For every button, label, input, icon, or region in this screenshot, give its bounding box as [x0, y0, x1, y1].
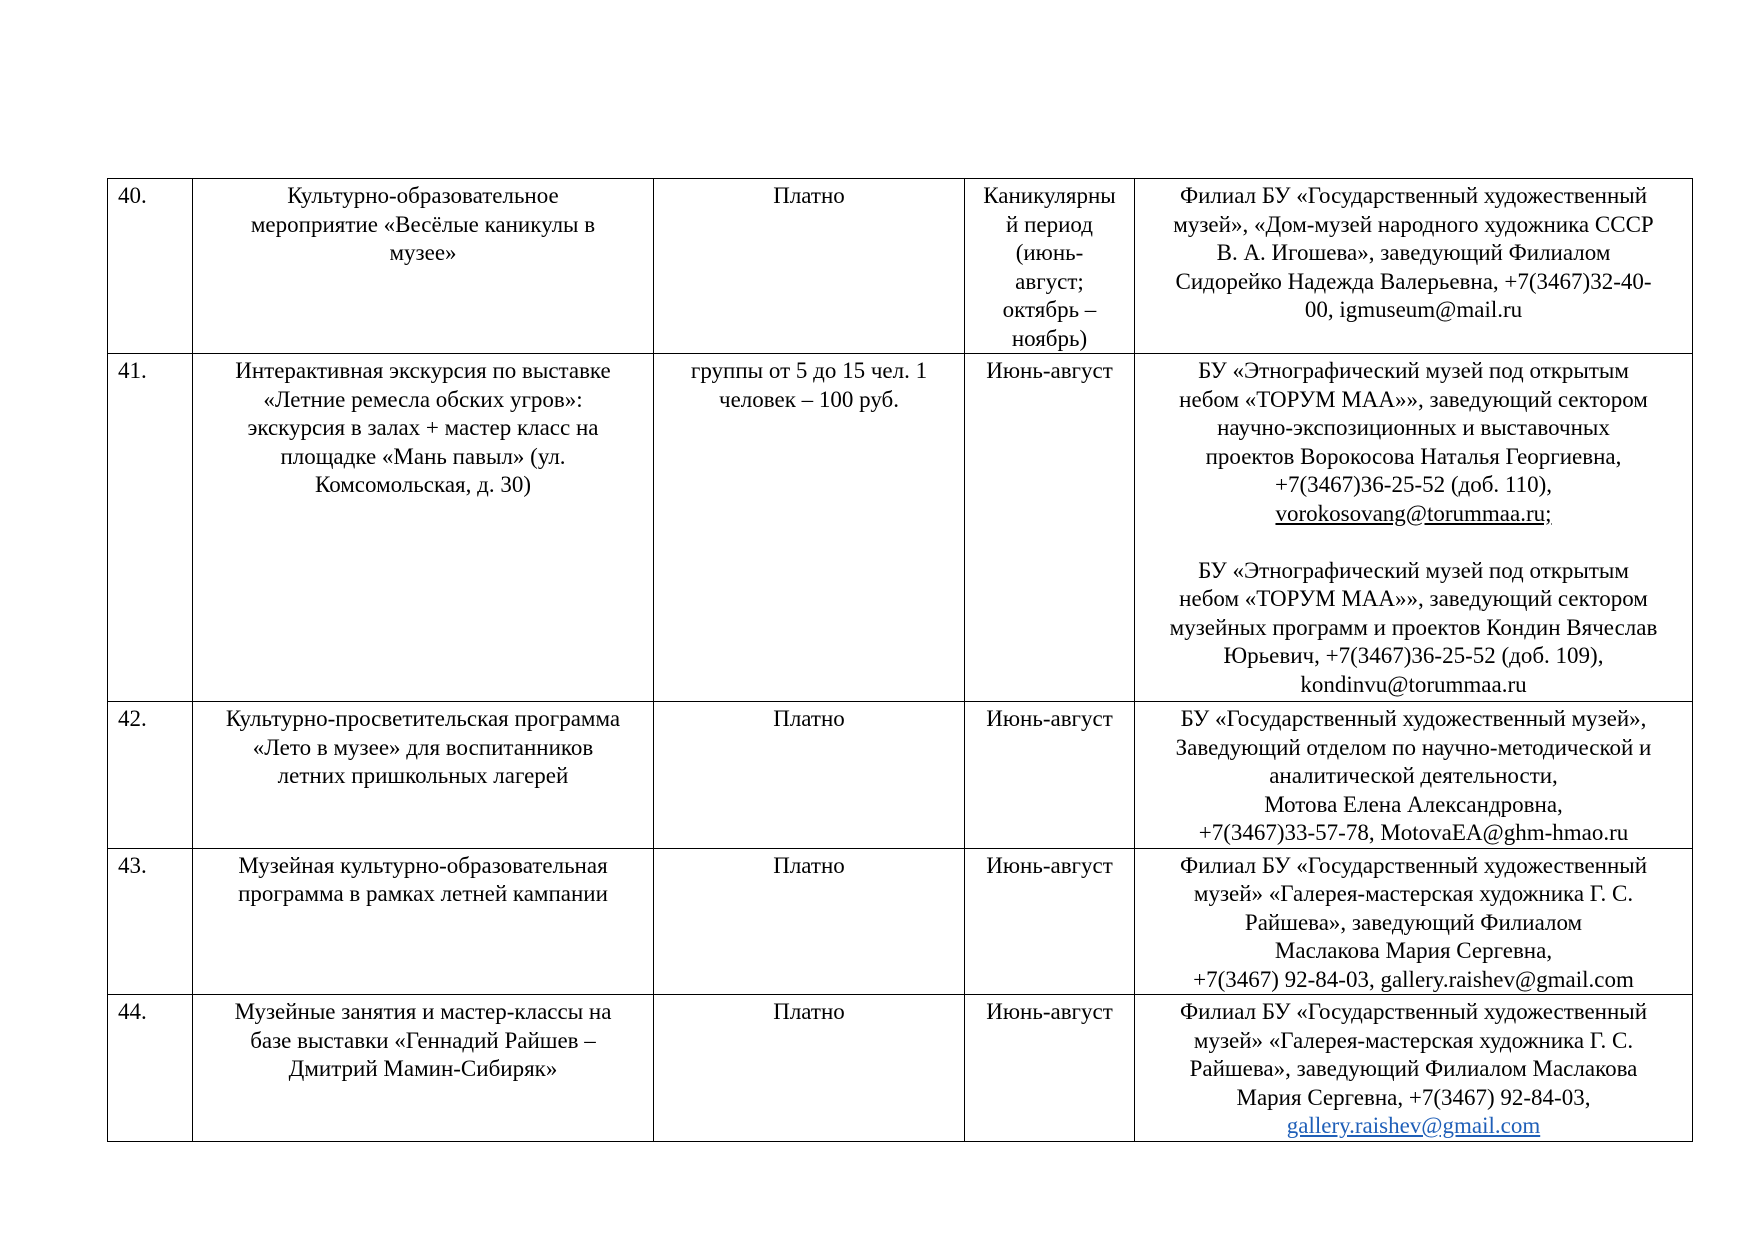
price-cell: Платно: [654, 702, 965, 849]
period-cell: Каникулярны й период (июнь- август; октябрь – ноябрь): [965, 179, 1135, 354]
price-cell: Платно: [654, 995, 965, 1142]
contacts-cell: БУ «Государственный художественный музей», Заведующий отделом по научно-методической и аналитической деятельности, Мотова Елена Александровна, +7(3467)33-57-78, MotovaEA@ghm-hmao.ru: [1135, 702, 1693, 849]
table-row: [108, 995, 1693, 1142]
period-cell: Июнь-август: [965, 702, 1135, 849]
contacts-cell: Филиал БУ «Государственный художественный музей» «Галерея-мастерская художника Г. С. Райшева», заведующий Филиалом Маслакова Мария Сергевна, +7(3467) 92-84-03, gallery.raishev@gmail.com: [1135, 995, 1693, 1142]
email-link[interactable]: gallery.raishev@gmail.com: [1286, 1113, 1541, 1138]
event-name-cell: Музейные занятия и мастер-классы на базе выставки «Геннадий Райшев – Дмитрий Мамин-Сибиряк»: [193, 995, 654, 1142]
period-cell: Июнь-август: [965, 995, 1135, 1142]
contacts-cell: Филиал БУ «Государственный художественный музей» «Галерея-мастерская художника Г. С. Райшева», заведующий Филиалом Маслакова Мария Сергевна, +7(3467) 92-84-03, gallery.raishev@gmail.com: [1135, 848, 1693, 995]
spacer: [1143, 528, 1684, 557]
table-row: [108, 848, 1693, 995]
email-link[interactable]: vorokosovang@torummaa.ru;: [1275, 500, 1552, 526]
events-table: [107, 178, 1693, 1142]
price-cell: группы от 5 до 15 чел. 1 человек – 100 руб.: [654, 354, 965, 702]
row-number: 40.: [108, 179, 193, 354]
row-number: 44.: [108, 995, 193, 1142]
event-name-cell: Культурно-просветительская программа «Лето в музее» для воспитанников летних пришкольных лагерей: [193, 702, 654, 849]
row-number: 41.: [108, 354, 193, 702]
event-name-cell: Культурно-образовательное мероприятие «Весёлые каникулы в музее»: [193, 179, 654, 354]
row-number: 42.: [108, 702, 193, 849]
period-cell: Июнь-август: [965, 848, 1135, 995]
period-cell: Июнь-август: [965, 354, 1135, 702]
row-number: 43.: [108, 848, 193, 995]
event-name-cell: Музейная культурно-образовательная программа в рамках летней кампании: [193, 848, 654, 995]
price-cell: Платно: [654, 179, 965, 354]
table-row: [108, 702, 1693, 849]
contacts-cell: БУ «Этнографический музей под открытым небом «ТОРУМ МАА»», заведующий сектором научно-экспозиционных и выставочных проектов Ворокосова Наталья Георгиевна, +7(3467)36-25-52 (доб. 110), vorokosovang@torummaa.ru; БУ «Этнографический музей под открытым небом «ТОРУМ МАА»», заведующий сектором музейных программ и проектов Кондин Вячеслав Юрьевич, +7(3467)36-25-52 (доб. 109), kondinvu@torummaa.ru: [1135, 354, 1693, 702]
price-cell: Платно: [654, 848, 965, 995]
event-name-cell: Интерактивная экскурсия по выставке «Летние ремесла обских угров»: экскурсия в залах + мастер класс на площадке «Мань павыл» (ул. Комсомольская, д. 30): [193, 354, 654, 702]
contacts-cell: Филиал БУ «Государственный художественный музей», «Дом-музей народного художника СССР В. А. Игошева», заведующий Филиалом Сидорейко Надежда Валерьевна, +7(3467)32-40- 00, igmuseum@mail.ru: [1135, 179, 1693, 354]
table-row: [108, 179, 1693, 354]
table-row: [108, 354, 1693, 702]
